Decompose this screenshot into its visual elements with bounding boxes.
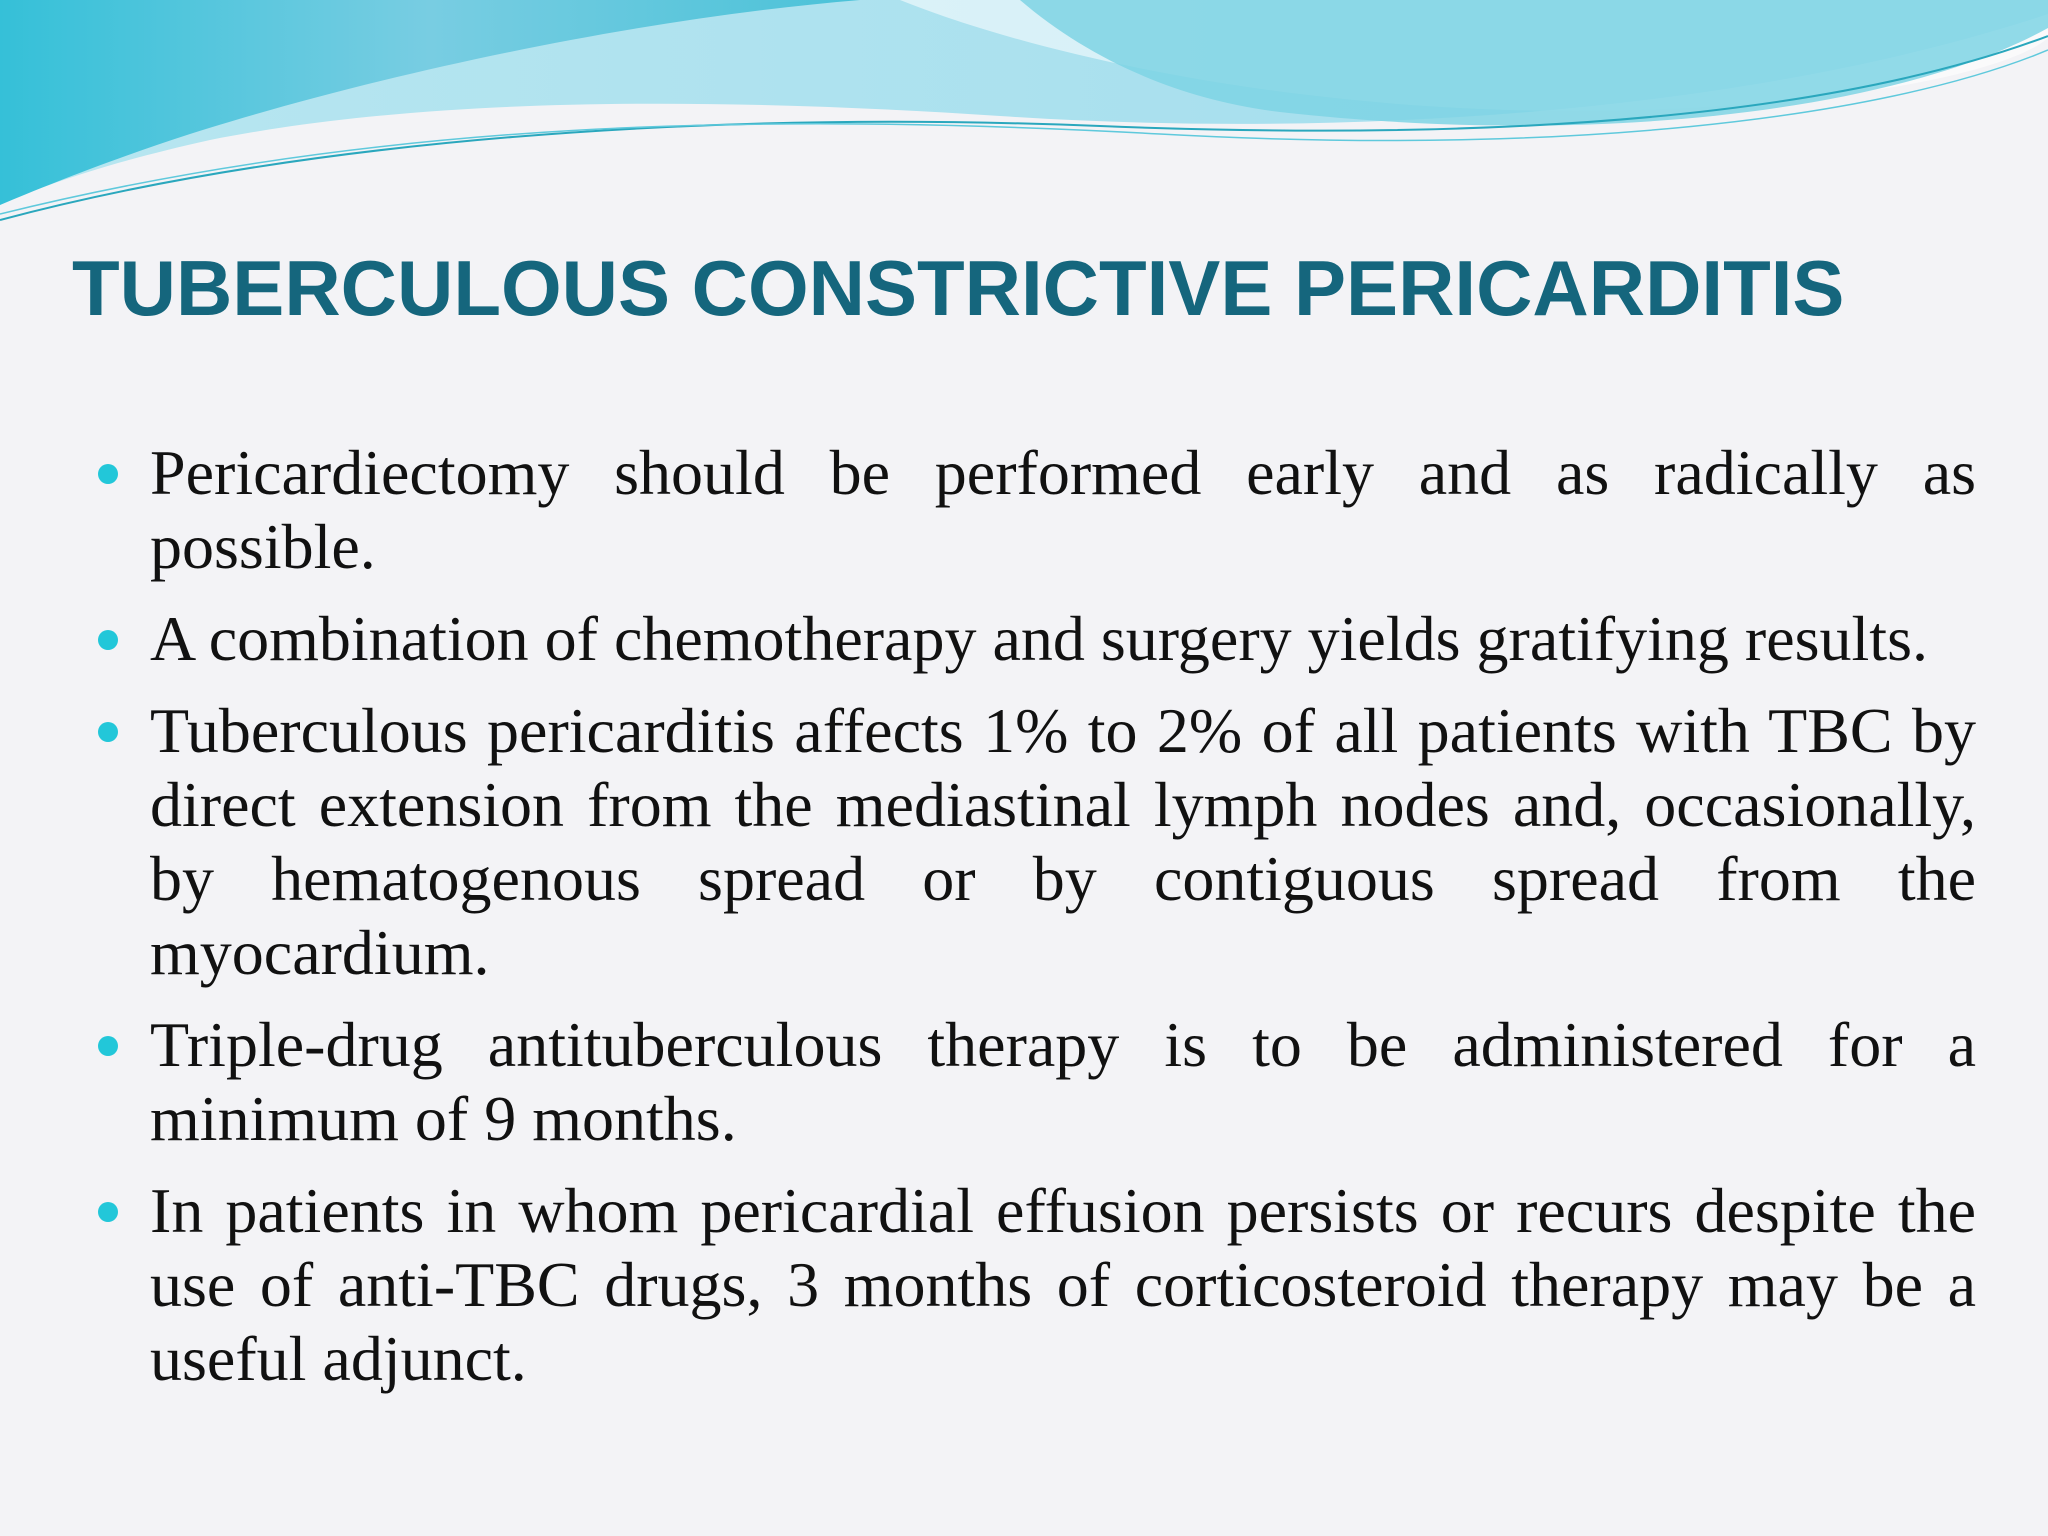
bullet-item xyxy=(150,1008,1976,1156)
bullet-item xyxy=(150,694,1976,990)
bullet-dot-icon xyxy=(98,1036,118,1056)
bullet-text: A combination of chemotherapy and surgery yields gratifying results. xyxy=(150,603,1928,674)
bullet-item xyxy=(150,436,1976,584)
bullet-dot-icon xyxy=(98,630,118,650)
bullet-dot-icon xyxy=(98,1202,118,1222)
bullet-text: In patients in whom pericardial effusion persists or recurs despite the use of anti-TBC drugs, 3 months of corticosteroid therapy may be a useful adjunct. xyxy=(150,1175,1976,1394)
bullet-text: Tuberculous pericarditis affects 1% to 2% of all patients with TBC by direct extension from the mediastinal lymph nodes and, occasionally, by hematogenous spread or by contiguous spread from the myocardium. xyxy=(150,695,1976,988)
bullet-dot-icon xyxy=(98,722,118,742)
bullet-item xyxy=(150,602,1976,676)
bullet-text: Pericardiectomy should be performed early and as radically as possible. xyxy=(150,437,1976,582)
bullet-text: Triple-drug antituberculous therapy is to be administered for a minimum of 9 months. xyxy=(150,1009,1976,1154)
bullet-list xyxy=(150,436,1976,1414)
slide-title: TUBERCULOUS CONSTRICTIVE PERICARDITIS xyxy=(72,244,1845,332)
bullet-item xyxy=(150,1174,1976,1396)
bullet-dot-icon xyxy=(98,464,118,484)
header-wave-decoration xyxy=(0,0,2048,240)
